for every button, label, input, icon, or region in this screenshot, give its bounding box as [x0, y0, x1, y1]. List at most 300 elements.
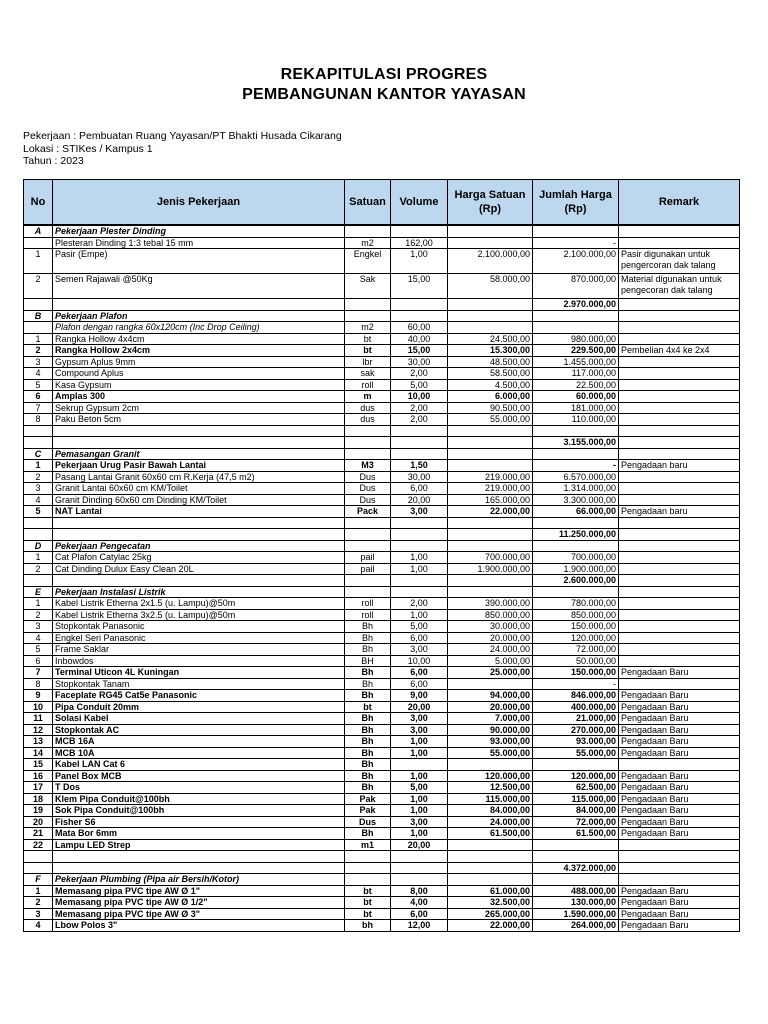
cell-satuan: m2 — [345, 237, 391, 249]
cell-no: 14 — [24, 747, 53, 759]
cell-no: 3 — [24, 621, 53, 633]
section-row — [24, 448, 740, 460]
cell-volume: 10,00 — [391, 655, 448, 667]
cell-jumlah-harga: 488.000,00 — [533, 885, 619, 897]
table-row — [24, 655, 740, 667]
document-title-line1: REKAPITULASI PROGRES — [280, 66, 488, 83]
cell-jenis-pekerjaan: Pekerjaan Plafon — [53, 310, 345, 322]
cell-remark — [619, 333, 740, 345]
cell-remark: Pengadaan Baru — [619, 885, 740, 897]
cell-volume: 20,00 — [391, 701, 448, 713]
cell-jenis-pekerjaan: MCB 16A — [53, 736, 345, 748]
cell-jumlah-harga: 780.000,00 — [533, 598, 619, 610]
cell-no — [24, 425, 53, 437]
cell-jenis-pekerjaan: Memasang pipa PVC tipe AW Ø 3" — [53, 908, 345, 920]
cell-harga-satuan: 165.000,00 — [448, 494, 533, 506]
cell-jumlah-harga: 264.000,00 — [533, 920, 619, 932]
table-row — [24, 897, 740, 909]
cell-jumlah-harga: 84.000,00 — [533, 805, 619, 817]
cell-volume — [391, 586, 448, 598]
table-row — [24, 644, 740, 656]
cell-no: 16 — [24, 770, 53, 782]
cell-remark — [619, 414, 740, 426]
cell-remark: Pengadaan Baru — [619, 908, 740, 920]
table-row — [24, 333, 740, 345]
cell-remark — [619, 425, 740, 437]
cell-harga-satuan: 61.500,00 — [448, 828, 533, 840]
cell-volume: 162,00 — [391, 237, 448, 249]
table-row — [24, 759, 740, 771]
table-row — [24, 483, 740, 495]
cell-volume — [391, 540, 448, 552]
cell-remark: Pengadaan Baru — [619, 747, 740, 759]
table-row — [24, 402, 740, 414]
cell-jenis-pekerjaan: Rangka Hollow 4x4cm — [53, 333, 345, 345]
cell-harga-satuan: 25.000,00 — [448, 667, 533, 679]
cell-harga-satuan: 15.300,00 — [448, 345, 533, 357]
cell-no: 4 — [24, 368, 53, 380]
cell-volume: 10,00 — [391, 391, 448, 403]
cell-harga-satuan: 390.000,00 — [448, 598, 533, 610]
cell-harga-satuan — [448, 225, 533, 237]
cell-volume: 1,50 — [391, 460, 448, 472]
cell-jumlah-harga: 2.100.000,00 — [533, 249, 619, 274]
cell-jumlah-harga: 3.300.000,00 — [533, 494, 619, 506]
cell-no: 5 — [24, 644, 53, 656]
cell-remark: Pasir digunakan untuk pengercoran dak talang — [619, 249, 740, 274]
cell-jenis-pekerjaan: Plesteran Dinding 1:3 tebal 15 mm — [53, 237, 345, 249]
table-row — [24, 747, 740, 759]
cell-volume: 1,00 — [391, 828, 448, 840]
cell-remark: Pengadaan Baru — [619, 736, 740, 748]
cell-volume: 5,00 — [391, 782, 448, 794]
table-body — [24, 225, 740, 931]
cell-no — [24, 237, 53, 249]
cell-remark: Pengadaan Baru — [619, 713, 740, 725]
cell-satuan: bt — [345, 885, 391, 897]
cell-harga-satuan — [448, 586, 533, 598]
cell-harga-satuan: 20.000,00 — [448, 701, 533, 713]
cell-no: F — [24, 874, 53, 886]
cell-volume: 60,00 — [391, 322, 448, 334]
table-row — [24, 598, 740, 610]
cell-satuan: Bh — [345, 621, 391, 633]
cell-no: 1 — [24, 552, 53, 564]
cell-jumlah-harga: 93.000,00 — [533, 736, 619, 748]
cell-no: E — [24, 586, 53, 598]
cell-no: 6 — [24, 655, 53, 667]
cell-no: 22 — [24, 839, 53, 851]
header-remark: Remark — [619, 180, 740, 226]
cell-satuan: lbr — [345, 356, 391, 368]
cell-jenis-pekerjaan: Pekerjaan Plumbing (Pipa air Bersih/Kotor) — [53, 874, 345, 886]
meta-tahun: Tahun : 2023 — [23, 155, 84, 167]
cell-jenis-pekerjaan: NAT Lantai — [53, 506, 345, 518]
cell-jumlah-harga: 2.600.000,00 — [533, 575, 619, 587]
cell-volume: 2,00 — [391, 368, 448, 380]
cell-no: 8 — [24, 678, 53, 690]
cell-jenis-pekerjaan: Inbowdos — [53, 655, 345, 667]
table-row — [24, 249, 740, 274]
cell-jumlah-harga: 1.900.000,00 — [533, 563, 619, 575]
cell-no: 1 — [24, 249, 53, 274]
cell-jenis-pekerjaan: Kabel LAN Cat 6 — [53, 759, 345, 771]
cell-harga-satuan: 2.100.000,00 — [448, 249, 533, 274]
cell-volume — [391, 299, 448, 311]
table-row — [24, 425, 740, 437]
cell-no: 2 — [24, 274, 53, 299]
cell-jenis-pekerjaan: Lampu LED Strep — [53, 839, 345, 851]
cell-jumlah-harga: 117.000,00 — [533, 368, 619, 380]
cell-jumlah-harga: 870.000,00 — [533, 274, 619, 299]
cell-harga-satuan — [448, 448, 533, 460]
cell-remark — [619, 874, 740, 886]
cell-volume: 1,00 — [391, 805, 448, 817]
cell-harga-satuan — [448, 874, 533, 886]
table-row — [24, 506, 740, 518]
cell-volume: 15,00 — [391, 274, 448, 299]
cell-jenis-pekerjaan: Engkel Seri Panasonic — [53, 632, 345, 644]
table-row — [24, 782, 740, 794]
cell-volume: 15,00 — [391, 345, 448, 357]
cell-remark — [619, 851, 740, 863]
cell-remark — [619, 540, 740, 552]
cell-harga-satuan: 58.000,00 — [448, 274, 533, 299]
cell-jumlah-harga: 21.000,00 — [533, 713, 619, 725]
cell-harga-satuan: 115.000,00 — [448, 793, 533, 805]
cell-jenis-pekerjaan: Faceplate RG45 Cat5e Panasonic — [53, 690, 345, 702]
cell-satuan: Dus — [345, 471, 391, 483]
cell-jenis-pekerjaan: Kabel Listrik Etherna 3x2.5 (u. Lampu)@50m — [53, 609, 345, 621]
cell-jumlah-harga: 3.155.000,00 — [533, 437, 619, 449]
cell-harga-satuan: 12.500,00 — [448, 782, 533, 794]
cell-volume: 40,00 — [391, 333, 448, 345]
cell-volume — [391, 517, 448, 529]
cell-harga-satuan: 32.500,00 — [448, 897, 533, 909]
cell-no: 1 — [24, 885, 53, 897]
cell-remark: Pengadaan Baru — [619, 724, 740, 736]
table-row — [24, 609, 740, 621]
header-harga-satuan: Harga Satuan (Rp) — [448, 180, 533, 226]
cell-satuan: Bh — [345, 759, 391, 771]
table-row — [24, 460, 740, 472]
table-row — [24, 839, 740, 851]
cell-jenis-pekerjaan: Kasa Gypsum — [53, 379, 345, 391]
cell-jumlah-harga: 980.000,00 — [533, 333, 619, 345]
table-row — [24, 237, 740, 249]
cell-jenis-pekerjaan: Terminal Uticon 4L Kuningan — [53, 667, 345, 679]
cell-harga-satuan: 120.000,00 — [448, 770, 533, 782]
cell-satuan: roll — [345, 609, 391, 621]
cell-satuan: m1 — [345, 839, 391, 851]
table-row — [24, 563, 740, 575]
cell-jumlah-harga: 700.000,00 — [533, 552, 619, 564]
cell-harga-satuan — [448, 575, 533, 587]
cell-remark — [619, 310, 740, 322]
table-row — [24, 345, 740, 357]
cell-satuan — [345, 874, 391, 886]
cell-satuan: Bh — [345, 828, 391, 840]
cell-harga-satuan — [448, 529, 533, 541]
cell-jenis-pekerjaan: Panel Box MCB — [53, 770, 345, 782]
cell-jenis-pekerjaan: Pemasangan Granit — [53, 448, 345, 460]
table-row — [24, 713, 740, 725]
cell-harga-satuan: 58.500,00 — [448, 368, 533, 380]
cell-no: A — [24, 225, 53, 237]
table-row — [24, 701, 740, 713]
cell-jumlah-harga: 270.000,00 — [533, 724, 619, 736]
cell-no: 4 — [24, 494, 53, 506]
cell-jumlah-harga — [533, 322, 619, 334]
cell-remark — [619, 598, 740, 610]
section-row — [24, 586, 740, 598]
cell-remark — [619, 552, 740, 564]
cell-harga-satuan: 5.000,00 — [448, 655, 533, 667]
cell-jumlah-harga: 72.000,00 — [533, 816, 619, 828]
cell-remark — [619, 322, 740, 334]
cell-satuan: Bh — [345, 713, 391, 725]
cell-no: 3 — [24, 483, 53, 495]
cell-jumlah-harga — [533, 517, 619, 529]
cell-harga-satuan — [448, 839, 533, 851]
cell-jenis-pekerjaan: Amplas 300 — [53, 391, 345, 403]
cell-harga-satuan: 55.000,00 — [448, 747, 533, 759]
cell-no — [24, 851, 53, 863]
cell-jenis-pekerjaan: Rangka Hollow 2x4cm — [53, 345, 345, 357]
cell-jumlah-harga: 62.500,00 — [533, 782, 619, 794]
cell-satuan: dus — [345, 414, 391, 426]
cell-no: 21 — [24, 828, 53, 840]
cell-harga-satuan: 90.000,00 — [448, 724, 533, 736]
meta-pekerjaan: Pekerjaan : Pembuatan Ruang Yayasan/PT Bhakti Husada Cikarang — [23, 130, 342, 142]
cell-jumlah-harga: 72.000,00 — [533, 644, 619, 656]
document-title-line2: PEMBANGUNAN KANTOR YAYASAN — [242, 86, 526, 103]
cell-jumlah-harga: - — [533, 237, 619, 249]
cell-jenis-pekerjaan: Pekerjaan Plester Dinding — [53, 225, 345, 237]
cell-jenis-pekerjaan — [53, 425, 345, 437]
cell-volume: 1,00 — [391, 552, 448, 564]
cell-remark — [619, 759, 740, 771]
cell-jenis-pekerjaan: Pekerjaan Pengecatan — [53, 540, 345, 552]
cell-volume: 5,00 — [391, 379, 448, 391]
cell-satuan: Bh — [345, 747, 391, 759]
cell-harga-satuan: 22.000,00 — [448, 506, 533, 518]
cell-jenis-pekerjaan: Pasang Lantai Granit 60x60 cm R.Kerja (47,5 m2) — [53, 471, 345, 483]
cell-remark — [619, 368, 740, 380]
cell-jenis-pekerjaan: Kabel Listrik Etherna 2x1.5 (u. Lampu)@50m — [53, 598, 345, 610]
cell-harga-satuan — [448, 460, 533, 472]
cell-jenis-pekerjaan: Stopkontak Panasonic — [53, 621, 345, 633]
cell-no: 2 — [24, 471, 53, 483]
cell-jenis-pekerjaan: Pipa Conduit 20mm — [53, 701, 345, 713]
cell-remark — [619, 517, 740, 529]
cell-remark: Pengadaan Baru — [619, 793, 740, 805]
cell-jenis-pekerjaan: MCB 10A — [53, 747, 345, 759]
cell-remark: Pengadaan Baru — [619, 828, 740, 840]
cell-satuan: BH — [345, 655, 391, 667]
table-row — [24, 356, 740, 368]
cell-volume: 20,00 — [391, 494, 448, 506]
cell-no: 15 — [24, 759, 53, 771]
cell-jumlah-harga: 4.372.000,00 — [533, 862, 619, 874]
table-row — [24, 908, 740, 920]
cell-satuan: Bh — [345, 724, 391, 736]
subtotal-row — [24, 575, 740, 587]
cell-harga-satuan: 6.000,00 — [448, 391, 533, 403]
cell-satuan: bt — [345, 908, 391, 920]
table-row — [24, 920, 740, 932]
cell-harga-satuan — [448, 517, 533, 529]
cell-remark — [619, 563, 740, 575]
cell-volume — [391, 448, 448, 460]
header-no: No — [24, 180, 53, 226]
cell-volume: 1,00 — [391, 747, 448, 759]
table-row — [24, 828, 740, 840]
table-row — [24, 851, 740, 863]
cell-remark — [619, 494, 740, 506]
cell-remark — [619, 379, 740, 391]
cell-harga-satuan: 219.000,00 — [448, 471, 533, 483]
cell-volume: 1,00 — [391, 736, 448, 748]
cell-volume: 2,00 — [391, 598, 448, 610]
cell-harga-satuan: 24.000,00 — [448, 816, 533, 828]
cell-satuan — [345, 862, 391, 874]
cell-harga-satuan: 90.500,00 — [448, 402, 533, 414]
table-row — [24, 552, 740, 564]
cell-volume: 6,00 — [391, 632, 448, 644]
table-row — [24, 274, 740, 299]
cell-harga-satuan: 84.000,00 — [448, 805, 533, 817]
cell-satuan: Pak — [345, 793, 391, 805]
cell-volume — [391, 225, 448, 237]
section-row — [24, 540, 740, 552]
table-row — [24, 667, 740, 679]
cell-satuan: Bh — [345, 736, 391, 748]
cell-harga-satuan: 30.000,00 — [448, 621, 533, 633]
cell-remark: Pengadaan Baru — [619, 770, 740, 782]
cell-harga-satuan: 4.500,00 — [448, 379, 533, 391]
cell-jenis-pekerjaan: Granit Lantai 60x60 cm KM/Toilet — [53, 483, 345, 495]
cell-volume — [391, 437, 448, 449]
cell-jumlah-harga: 60.000,00 — [533, 391, 619, 403]
cell-jenis-pekerjaan: Plafon dengan rangka 60x120cm (Inc Drop Ceiling) — [53, 322, 345, 334]
cell-no: 20 — [24, 816, 53, 828]
cell-jenis-pekerjaan: Memasang pipa PVC tipe AW Ø 1" — [53, 885, 345, 897]
cell-satuan — [345, 540, 391, 552]
cell-volume: 20,00 — [391, 839, 448, 851]
cell-remark: Pengadaan Baru — [619, 920, 740, 932]
cell-satuan: Dus — [345, 816, 391, 828]
cell-volume: 6,00 — [391, 678, 448, 690]
cell-satuan — [345, 437, 391, 449]
cell-volume — [391, 575, 448, 587]
cell-volume: 30,00 — [391, 471, 448, 483]
cell-jumlah-harga: 181.000,00 — [533, 402, 619, 414]
table-row — [24, 471, 740, 483]
table-row — [24, 816, 740, 828]
cell-remark — [619, 237, 740, 249]
cell-no: 2 — [24, 563, 53, 575]
cell-remark — [619, 678, 740, 690]
cell-jenis-pekerjaan: Semen Rajawali @50Kg — [53, 274, 345, 299]
cell-satuan: dus — [345, 402, 391, 414]
cell-satuan: Engkel — [345, 249, 391, 274]
cell-jumlah-harga: 110.000,00 — [533, 414, 619, 426]
table-row — [24, 517, 740, 529]
cell-jumlah-harga: 1.455.000,00 — [533, 356, 619, 368]
cell-satuan: Bh — [345, 632, 391, 644]
cell-remark — [619, 483, 740, 495]
table-row — [24, 414, 740, 426]
cell-jenis-pekerjaan: T Dos — [53, 782, 345, 794]
cell-remark: Pengadaan Baru — [619, 667, 740, 679]
cell-jenis-pekerjaan: Solasi Kabel — [53, 713, 345, 725]
section-row — [24, 225, 740, 237]
cell-jenis-pekerjaan: Pekerjaan Urug Pasir Bawah Lantai — [53, 460, 345, 472]
cell-volume: 2,00 — [391, 402, 448, 414]
cell-harga-satuan: 22.000,00 — [448, 920, 533, 932]
cell-jumlah-harga: 400.000,00 — [533, 701, 619, 713]
cell-harga-satuan — [448, 540, 533, 552]
cell-harga-satuan: 24.500,00 — [448, 333, 533, 345]
cell-harga-satuan — [448, 851, 533, 863]
cell-harga-satuan — [448, 862, 533, 874]
cell-satuan — [345, 299, 391, 311]
cell-harga-satuan: 55.000,00 — [448, 414, 533, 426]
table-row — [24, 885, 740, 897]
cell-jenis-pekerjaan: Sok Pipa Conduit@100bh — [53, 805, 345, 817]
cell-jumlah-harga: 130.000,00 — [533, 897, 619, 909]
cell-remark — [619, 448, 740, 460]
cell-satuan: Pack — [345, 506, 391, 518]
cell-jumlah-harga: 1.590.000,00 — [533, 908, 619, 920]
cell-remark — [619, 586, 740, 598]
table-row — [24, 805, 740, 817]
cell-volume — [391, 759, 448, 771]
cell-harga-satuan: 48.500,00 — [448, 356, 533, 368]
cell-harga-satuan: 265.000,00 — [448, 908, 533, 920]
cell-jumlah-harga: 150.000,00 — [533, 621, 619, 633]
cell-jumlah-harga: - — [533, 460, 619, 472]
cell-no: 1 — [24, 460, 53, 472]
cell-jenis-pekerjaan — [53, 529, 345, 541]
header-satuan: Satuan — [345, 180, 391, 226]
cell-remark: Pengadaan baru — [619, 460, 740, 472]
cell-no: 2 — [24, 897, 53, 909]
cell-no: 6 — [24, 391, 53, 403]
cell-remark: Pengadaan Baru — [619, 805, 740, 817]
cell-no — [24, 299, 53, 311]
cell-satuan: Bh — [345, 644, 391, 656]
table-header-row — [24, 180, 740, 226]
cell-satuan: bt — [345, 345, 391, 357]
cell-satuan — [345, 310, 391, 322]
cell-satuan: Sak — [345, 274, 391, 299]
table-row — [24, 770, 740, 782]
section-row — [24, 310, 740, 322]
cell-jumlah-harga: 120.000,00 — [533, 770, 619, 782]
cell-no: 13 — [24, 736, 53, 748]
cell-remark — [619, 299, 740, 311]
cell-satuan: Pak — [345, 805, 391, 817]
cell-remark — [619, 644, 740, 656]
cell-jumlah-harga: - — [533, 678, 619, 690]
cell-harga-satuan: 24.000,00 — [448, 644, 533, 656]
cell-jumlah-harga — [533, 839, 619, 851]
cell-jenis-pekerjaan: Pasir (Empe) — [53, 249, 345, 274]
cell-no: 4 — [24, 632, 53, 644]
cell-no — [24, 437, 53, 449]
